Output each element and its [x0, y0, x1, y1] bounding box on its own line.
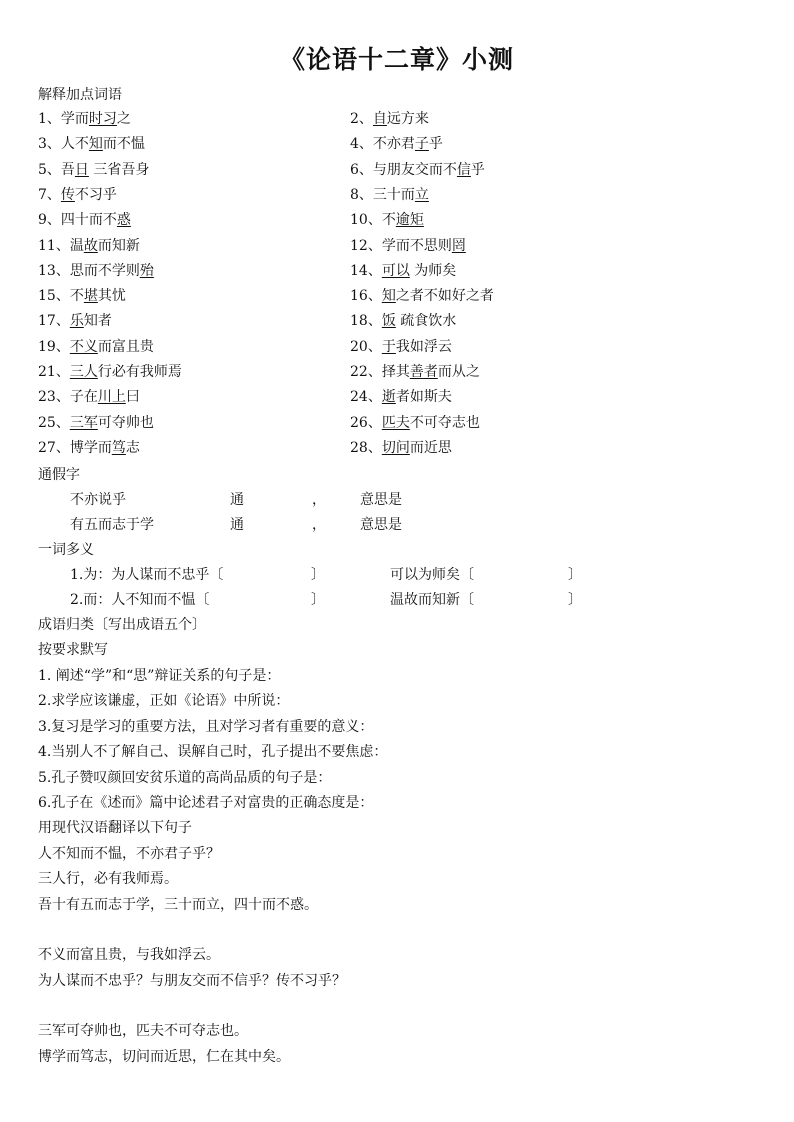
vocab-item — [350, 387, 452, 407]
vocab-num: 19、 — [38, 339, 70, 355]
vocab-key: 日 — [74, 162, 89, 178]
vocab-post: 而不愠 — [102, 136, 145, 152]
vocab-post: 三省吾身 — [88, 162, 150, 178]
vocab-item — [38, 109, 131, 129]
polysemy-left: 1.为：为人谋而不忠乎〔 — [70, 567, 224, 583]
vocab-pre: 人不 — [60, 136, 89, 152]
vocab-key: 笃 — [111, 440, 126, 456]
translate-item: 人不知而不愠，不亦君子乎？ — [38, 846, 220, 862]
vocab-item — [350, 311, 456, 331]
vocab-key: 匹夫 — [381, 415, 410, 431]
vocab-item — [38, 337, 154, 357]
vocab-num: 2、 — [350, 111, 373, 127]
vocab-key: 可以 — [381, 263, 410, 279]
vocab-key: 善者 — [409, 364, 438, 380]
dictation-item: 6.孔子在《述而》篇中论述君子对富贵的正确态度是： — [38, 795, 374, 811]
vocab-item — [38, 185, 117, 205]
polysemy-right: 温故而知新〔 — [390, 592, 474, 608]
vocab-item — [38, 286, 126, 306]
vocab-pre: 不 — [381, 212, 396, 228]
section-heading-idioms: 成语归类〔写出成语五个〕 — [38, 617, 206, 633]
vocab-item — [38, 311, 112, 331]
vocab-post: 知者 — [83, 313, 112, 329]
tongjia-comma: ， — [312, 492, 326, 508]
vocab-num: 16、 — [350, 288, 382, 304]
vocab-key: 不义 — [69, 339, 98, 355]
vocab-pre: 不 — [69, 288, 84, 304]
vocab-pre: 博学而 — [69, 440, 112, 456]
vocab-key: 知 — [88, 136, 103, 152]
vocab-key: 知 — [381, 288, 396, 304]
vocab-post: 之者不如好之者 — [395, 288, 494, 304]
vocab-key: 乐 — [69, 313, 84, 329]
vocab-num: 24、 — [350, 389, 382, 405]
dictation-item: 3.复习是学习的重要方法，且对学习者有重要的意义： — [38, 719, 374, 735]
vocab-item — [38, 210, 131, 230]
translate-item: 吾十有五而志于学，三十而立，四十而不惑。 — [38, 897, 318, 913]
section-heading-tongjia: 通假字 — [38, 467, 80, 483]
tongjia-meaning: 意思是 — [360, 492, 402, 508]
dictation-item: 5.孔子赞叹颜回安贫乐道的高尚品质的句子是： — [38, 770, 332, 786]
vocab-num: 27、 — [38, 440, 70, 456]
vocab-post: 曰 — [125, 389, 140, 405]
vocab-post: 其忧 — [97, 288, 126, 304]
section-heading-polysemy: 一词多义 — [38, 542, 94, 558]
translate-item: 三军可夺帅也，匹夫不可夺志也。 — [38, 1023, 248, 1039]
vocab-item — [350, 185, 429, 205]
dictation-item: 4.当别人不了解自己、误解自己时，孔子提出不要焦虑： — [38, 744, 388, 760]
vocab-item — [38, 362, 182, 382]
vocab-post: 而从之 — [437, 364, 480, 380]
vocab-key: 殆 — [139, 263, 154, 279]
vocab-post: 乎 — [428, 136, 443, 152]
vocab-num: 4、 — [350, 136, 373, 152]
vocab-post: 为师矣 — [409, 263, 457, 279]
vocab-key: 自 — [372, 111, 387, 127]
vocab-post: 远方来 — [386, 111, 429, 127]
vocab-pre: 子在 — [69, 389, 98, 405]
vocab-key: 逾矩 — [395, 212, 424, 228]
vocab-post: 而知新 — [97, 238, 140, 254]
vocab-pre: 吾 — [60, 162, 75, 178]
vocab-pre: 学而 — [60, 111, 89, 127]
vocab-key: 饭 — [381, 313, 396, 329]
vocab-key: 堪 — [83, 288, 98, 304]
vocab-item — [350, 236, 466, 256]
vocab-num: 11、 — [38, 238, 70, 254]
vocab-pre: 四十而不 — [60, 212, 117, 228]
vocab-pre: 思而不学则 — [69, 263, 140, 279]
vocab-item — [38, 438, 140, 458]
vocab-item — [350, 413, 480, 433]
vocab-item — [350, 286, 494, 306]
vocab-num: 3、 — [38, 136, 61, 152]
vocab-num: 26、 — [350, 415, 382, 431]
translate-item: 不义而富且贵，与我如浮云。 — [38, 947, 220, 963]
vocab-key: 于 — [381, 339, 396, 355]
polysemy-left-close: 〕 — [311, 592, 325, 608]
dictation-item: 1. 阐述“学”和“思”辩证关系的句子是： — [38, 668, 281, 684]
vocab-item — [350, 134, 443, 154]
vocab-key: 逝 — [381, 389, 396, 405]
vocab-post: 而近思 — [409, 440, 452, 456]
vocab-pre: 三十而 — [372, 187, 415, 203]
vocab-key: 切问 — [381, 440, 410, 456]
vocab-post: 者如斯夫 — [395, 389, 452, 405]
vocab-num: 5、 — [38, 162, 61, 178]
vocab-item — [350, 210, 424, 230]
vocab-key: 三军 — [69, 415, 98, 431]
section-heading-translate: 用现代汉语翻译以下句子 — [38, 820, 192, 836]
vocab-key: 信 — [456, 162, 471, 178]
vocab-key: 三人 — [69, 364, 98, 380]
vocab-num: 7、 — [38, 187, 61, 203]
vocab-key: 罔 — [451, 238, 466, 254]
section-heading-dictation: 按要求默写 — [38, 642, 108, 658]
vocab-post: 行必有我师焉 — [97, 364, 182, 380]
polysemy-right: 可以为师矣〔 — [390, 567, 474, 583]
tongjia-tong: 通 — [230, 492, 244, 508]
vocab-num: 9、 — [38, 212, 61, 228]
vocab-item — [350, 261, 456, 281]
tongjia-tong: 通 — [230, 517, 244, 533]
vocab-num: 8、 — [350, 187, 373, 203]
tongjia-phrase: 有五而志于学 — [70, 517, 154, 533]
vocab-post: 乎 — [470, 162, 485, 178]
vocab-num: 13、 — [38, 263, 70, 279]
vocab-num: 10、 — [350, 212, 382, 228]
vocab-pre: 温 — [69, 238, 84, 254]
vocab-item — [350, 160, 485, 180]
vocab-num: 23、 — [38, 389, 70, 405]
vocab-pre: 择其 — [381, 364, 410, 380]
tongjia-phrase: 不亦说乎 — [70, 492, 126, 508]
vocab-num: 21、 — [38, 364, 70, 380]
vocab-post: 我如浮云 — [395, 339, 452, 355]
vocab-item — [350, 109, 429, 129]
vocab-num: 28、 — [350, 440, 382, 456]
vocab-key: 时习 — [88, 111, 117, 127]
tongjia-comma: ， — [312, 517, 326, 533]
vocab-num: 6、 — [350, 162, 373, 178]
vocab-key: 惑 — [116, 212, 131, 228]
polysemy-right-close: 〕 — [568, 592, 582, 608]
polysemy-left-close: 〕 — [311, 567, 325, 583]
vocab-pre: 与朋友交而不 — [372, 162, 457, 178]
vocab-num: 25、 — [38, 415, 70, 431]
dictation-item: 2.求学应该谦虚，正如《论语》中所说： — [38, 693, 290, 709]
vocab-key: 子 — [414, 136, 429, 152]
vocab-item — [38, 261, 154, 281]
vocab-item — [38, 160, 149, 180]
vocab-item — [350, 337, 452, 357]
vocab-post: 疏食饮水 — [395, 313, 457, 329]
vocab-item — [38, 387, 140, 407]
vocab-num: 15、 — [38, 288, 70, 304]
vocab-num: 18、 — [350, 313, 382, 329]
page-title: 《论语十二章》小测 — [279, 45, 514, 74]
vocab-key: 传 — [60, 187, 75, 203]
section-heading-explain: 解释加点词语 — [38, 87, 122, 103]
polysemy-left: 2.而：人不知而不愠〔 — [70, 592, 210, 608]
vocab-post: 不习乎 — [74, 187, 117, 203]
vocab-item — [350, 362, 480, 382]
vocab-num: 17、 — [38, 313, 70, 329]
vocab-post: 而富且贵 — [97, 339, 154, 355]
vocab-num: 22、 — [350, 364, 382, 380]
vocab-item — [38, 134, 145, 154]
vocab-num: 14、 — [350, 263, 382, 279]
vocab-num: 1、 — [38, 111, 61, 127]
vocab-pre: 学而不思则 — [381, 238, 452, 254]
polysemy-right-close: 〕 — [568, 567, 582, 583]
translate-item: 博学而笃志，切问而近思，仁在其中矣。 — [38, 1049, 290, 1065]
tongjia-meaning: 意思是 — [360, 517, 402, 533]
vocab-post: 可夺帅也 — [97, 415, 154, 431]
vocab-key: 川上 — [97, 389, 126, 405]
vocab-key: 立 — [414, 187, 429, 203]
vocab-num: 20、 — [350, 339, 382, 355]
vocab-item — [350, 438, 452, 458]
vocab-pre: 不亦君 — [372, 136, 415, 152]
vocab-key: 故 — [83, 238, 98, 254]
vocab-item — [38, 236, 140, 256]
vocab-item — [38, 413, 154, 433]
translate-item: 三人行，必有我师焉。 — [38, 871, 178, 887]
vocab-post: 之 — [116, 111, 131, 127]
vocab-num: 12、 — [350, 238, 382, 254]
vocab-post: 志 — [125, 440, 140, 456]
translate-item: 为人谋而不忠乎？与朋友交而不信乎？传不习乎？ — [38, 973, 346, 989]
vocab-post: 不可夺志也 — [409, 415, 480, 431]
